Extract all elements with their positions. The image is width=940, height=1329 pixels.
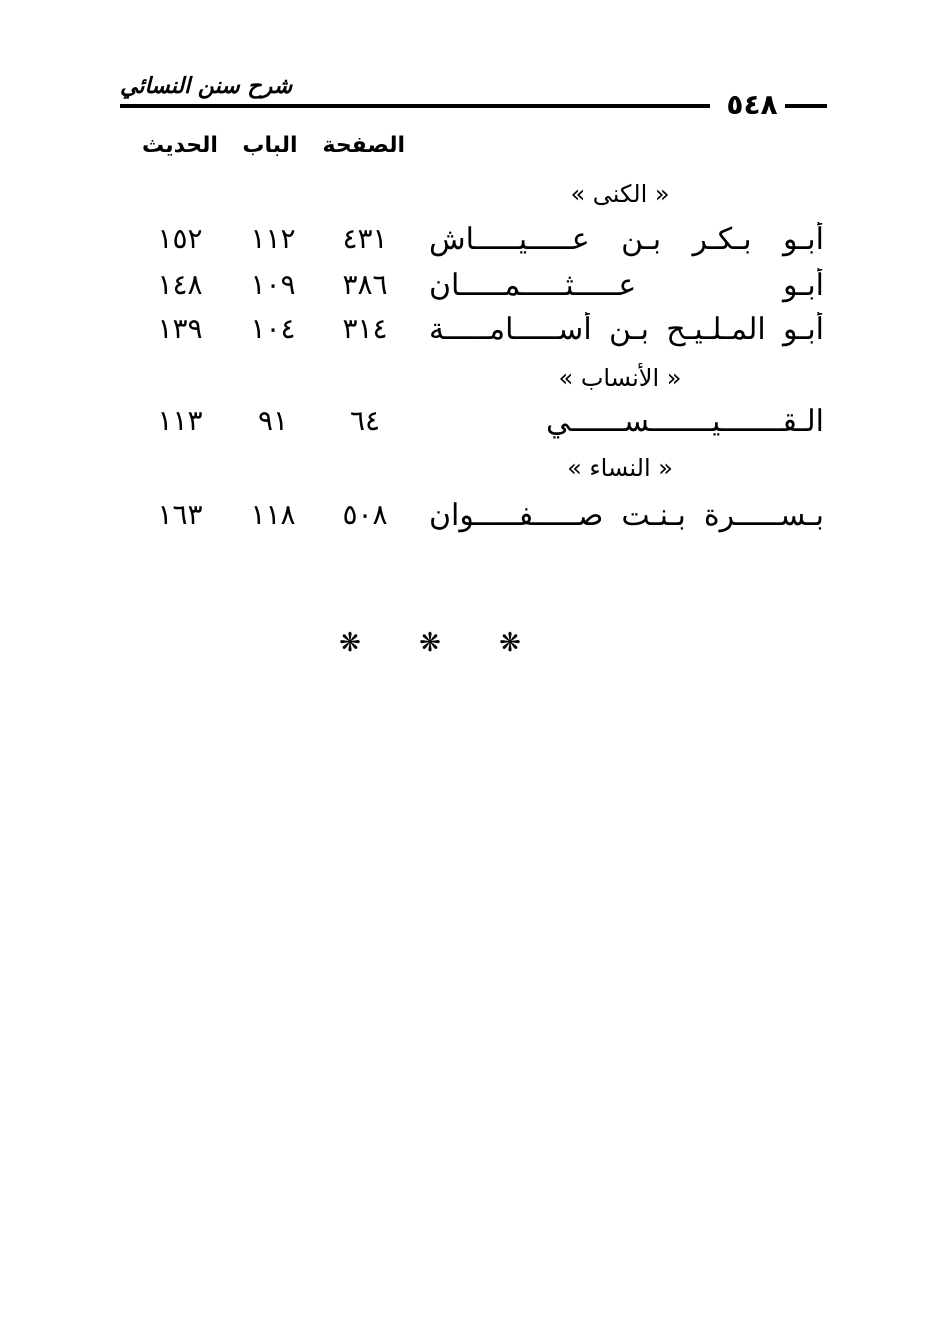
header-rule: [120, 104, 710, 108]
chapter-ref: ١١٢: [250, 222, 296, 255]
section-label-women: « النساء »: [567, 454, 673, 482]
asterism-icon: ❋: [339, 628, 361, 658]
hadith-ref: ١١٣: [157, 404, 203, 437]
section-label-ansab: « الأنساب »: [558, 364, 682, 392]
header-rule-short: [785, 104, 827, 108]
column-header-chapter: الباب: [242, 133, 298, 158]
index-row: [130, 404, 830, 448]
hadith-ref: ١٥٢: [157, 222, 203, 255]
page-ref: ٣١٤: [342, 312, 388, 345]
running-title: شرح سنن النسائي: [120, 74, 293, 99]
index-row: [130, 268, 830, 312]
asterism-icon: ❋: [499, 628, 521, 658]
chapter-ref: ٩١: [257, 404, 289, 437]
narrator-name: أبـو بـكـر بـن عـــــيـــــاش: [429, 222, 824, 257]
page-ref: ٤٣١: [342, 222, 388, 255]
page-number: ٥٤٨: [726, 88, 778, 121]
hadith-ref: ١٣٩: [157, 312, 203, 345]
hadith-ref: ١٦٣: [157, 498, 203, 531]
section-label-kunya: « الكنى »: [570, 180, 670, 208]
chapter-ref: ١٠٩: [250, 268, 296, 301]
narrator-name: أبـو عـــــثـــــمـــــان: [429, 268, 824, 303]
index-row: [130, 498, 830, 542]
hadith-ref: ١٤٨: [157, 268, 203, 301]
index-row: [130, 312, 830, 356]
page-ref: ٦٤: [349, 404, 381, 437]
section-ornament: [330, 630, 530, 656]
asterism-icon: ❋: [419, 628, 441, 658]
narrator-name: أبـو المـلـيـح بـن أســـــامـــــة: [429, 312, 824, 347]
narrator-name: بـســـــرة بـنـت صـــــفـــــوان: [429, 498, 824, 533]
index-row: [130, 222, 830, 266]
column-header-page: الصفحة: [322, 133, 405, 158]
chapter-ref: ١٠٤: [250, 312, 296, 345]
narrator-name: الـقـــــــيـــــــســــــي: [545, 404, 824, 439]
page-ref: ٣٨٦: [342, 268, 388, 301]
chapter-ref: ١١٨: [250, 498, 296, 531]
column-header-hadith: الحديث: [142, 133, 218, 158]
page-ref: ٥٠٨: [342, 498, 388, 531]
